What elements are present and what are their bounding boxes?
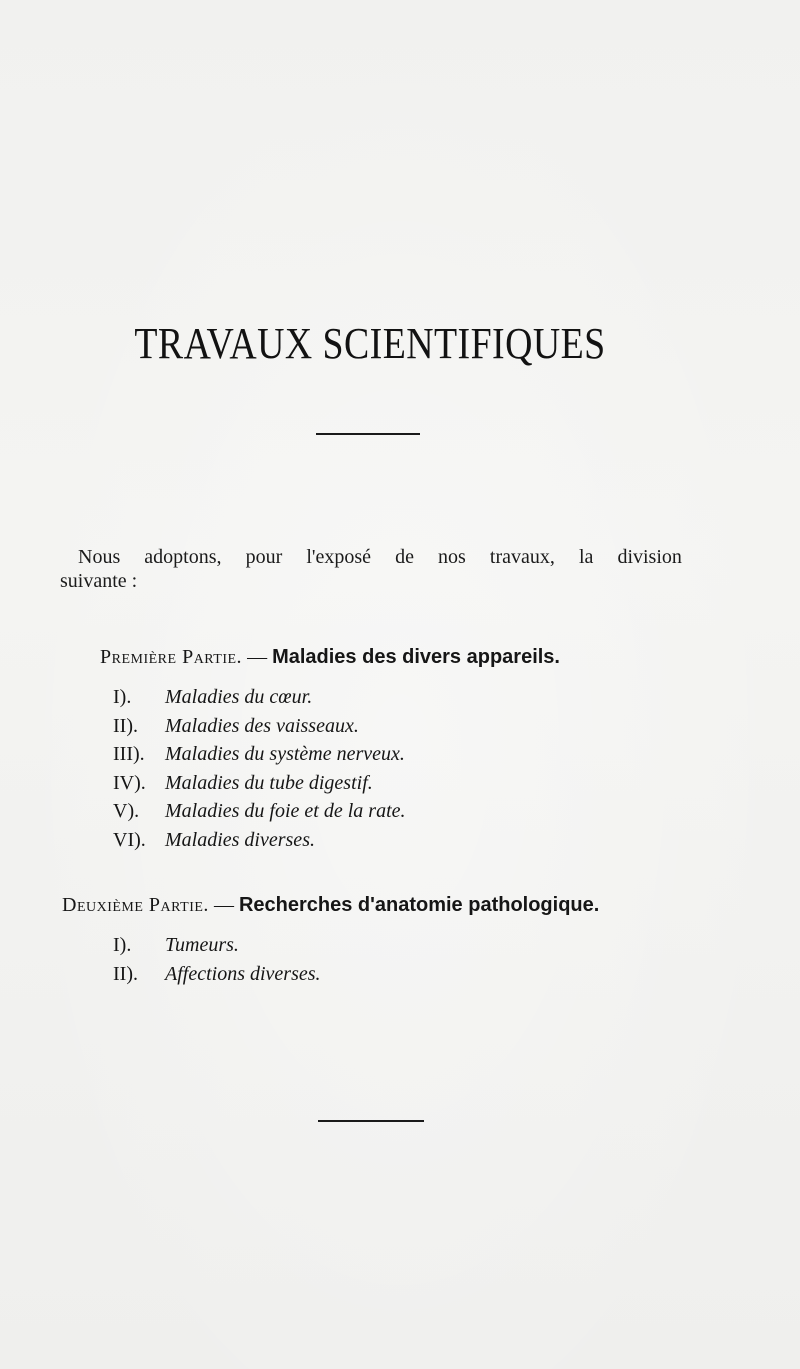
item-number: VI). — [113, 828, 146, 851]
part-one-title: Maladies des divers appareils. — [272, 646, 560, 668]
part-two-heading — [62, 894, 599, 917]
part-one-label: Première Partie. — [100, 646, 243, 668]
page-title: TRAVAUX SCIENTIFIQUES — [134, 319, 606, 368]
item-number: V). — [113, 800, 140, 823]
intro-word: division — [617, 546, 682, 568]
item-text: Maladies diverses. — [165, 828, 315, 851]
list-item — [113, 931, 321, 960]
part-two-list — [113, 931, 321, 988]
item-text: Maladies du tube digestif. — [165, 771, 373, 794]
list-item — [113, 826, 406, 855]
item-number: II). — [113, 714, 138, 737]
item-number: II). — [113, 962, 138, 985]
item-number: III). — [113, 743, 145, 766]
divider-bottom — [318, 1120, 424, 1122]
list-item — [113, 797, 406, 826]
list-item — [113, 712, 406, 741]
item-text: Maladies du foie et de la rate. — [165, 800, 406, 823]
item-text: Tumeurs. — [165, 934, 239, 956]
intro-word: de — [395, 546, 414, 568]
part-two-title: Recherches d'anatomie pathologique. — [238, 894, 600, 916]
part-two-label: Deuxième Partie. — [62, 894, 209, 916]
intro-paragraph — [60, 545, 682, 593]
intro-word: l'exposé — [306, 546, 372, 568]
item-text: Maladies du système nerveux. — [165, 743, 405, 766]
intro-word: nos — [438, 546, 466, 568]
part-one-list — [113, 683, 406, 855]
part-one-heading — [100, 646, 560, 669]
divider-top — [316, 433, 420, 435]
item-text: Maladies du cœur. — [165, 686, 313, 708]
item-text: Affections diverses. — [165, 962, 321, 985]
intro-word: la — [578, 546, 594, 568]
part-two-dash: — — [208, 894, 239, 916]
part-one-dash: — — [242, 646, 273, 668]
list-item — [113, 769, 406, 798]
intro-word: adoptons, — [144, 546, 222, 568]
item-text: Maladies des vaisseaux. — [165, 714, 359, 737]
item-number: I). — [113, 934, 132, 956]
list-item — [113, 960, 321, 989]
intro-line-2: suivante : — [60, 570, 138, 592]
intro-word: Nous — [78, 546, 121, 568]
item-number: IV). — [113, 771, 146, 794]
list-item — [113, 683, 406, 712]
intro-line-1 — [60, 545, 682, 569]
intro-word: travaux, — [489, 546, 555, 568]
intro-word: pour — [245, 546, 283, 568]
list-item — [113, 740, 406, 769]
item-number: I). — [113, 686, 132, 708]
